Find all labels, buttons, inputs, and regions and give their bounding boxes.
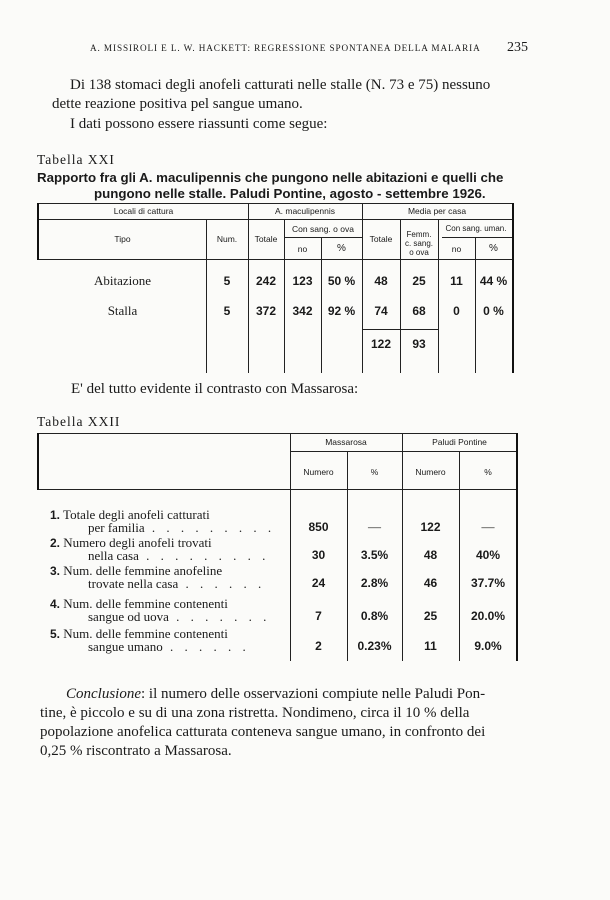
- table22-cell: 122: [420, 520, 441, 534]
- table21-cell: 0: [453, 304, 460, 318]
- row-text: Num. delle femmine anofeline: [63, 563, 223, 578]
- table22-cell: 2.8%: [360, 576, 389, 590]
- row-text: Totale degli anofeli catturati: [63, 507, 210, 522]
- table22-cell: 37.7%: [470, 576, 506, 590]
- row-text: Num. delle femmine contenenti: [63, 596, 228, 611]
- row-label-2: nella casa . . . . . . . . .: [88, 548, 270, 563]
- table22-cell: 46: [423, 576, 438, 590]
- th-paludi: Paludi Pontine: [432, 437, 487, 447]
- table22-rule: [290, 451, 517, 452]
- th-femm-2: c. sang.: [404, 239, 433, 248]
- table22-cell: 850: [308, 520, 329, 534]
- table21-header-bottom-rule: [37, 259, 512, 260]
- between-paragraph: E' del tutto evidente il contrasto con Massarosa:: [71, 381, 359, 397]
- table21-cell: 48: [374, 274, 388, 288]
- table22-cell: 20.0%: [470, 609, 506, 623]
- table22-cell: 7: [315, 609, 322, 623]
- th-pct-2: %: [489, 243, 498, 254]
- th-maculipennis: A. maculipennis: [274, 206, 335, 216]
- table22-cell: 3.5%: [360, 548, 389, 562]
- table21-title-line-1: Rapporto fra gli A. maculipennis che pungono nelle abitazioni e quelli che: [37, 170, 504, 185]
- table22-cell: 25: [423, 609, 438, 623]
- row-text: Num. delle femmine contenenti: [63, 626, 228, 641]
- th-totale: Totale: [254, 234, 278, 244]
- page-number: 235: [507, 40, 528, 55]
- conclusion-line-3: popolazione anofelica catturata conteneva sangue umano, in confronto dei: [40, 724, 486, 740]
- conclusion-text: : il numero delle osservazioni compiute nelle Paludi Pon-: [141, 686, 486, 702]
- th-numero-1: Numero: [303, 467, 334, 477]
- intro-line-1: Di 138 stomaci degli anofeli catturati nelle stalle (N. 73 e 75) nessuno: [70, 77, 491, 93]
- th-totale-2: Totale: [369, 234, 393, 244]
- table21-cell: 68: [412, 304, 426, 318]
- table22-cell: 11: [424, 639, 437, 653]
- conclusion-line-2: tine, è piccolo e su di una zona ristretta. Nondimeno, circa il 10 % della: [40, 705, 470, 721]
- table22-cell: 9.0%: [474, 639, 502, 653]
- intro-line-2: dette reazione positiva pel sangue umano.: [52, 96, 303, 112]
- th-con-sang: Con sang. o ova: [292, 224, 354, 234]
- table21-cell: 5: [223, 304, 231, 318]
- table22-cell: 30: [311, 548, 326, 562]
- table21-cell-tipo: Stalla: [107, 303, 138, 318]
- table22-cell: 0.23%: [357, 639, 392, 653]
- table22-cell: 2: [315, 639, 322, 653]
- conclusion-lead: Conclusione: [66, 686, 141, 702]
- table21-cell: 50 %: [327, 274, 356, 288]
- table21-cell: 123: [292, 274, 313, 288]
- table22-label: Tabella XXII: [37, 414, 121, 429]
- table21-cell: 342: [292, 304, 313, 318]
- th-numero-2: Numero: [415, 467, 446, 477]
- table21-rule: [37, 219, 512, 220]
- th-pct: %: [337, 243, 346, 254]
- table22-cell: 40%: [475, 548, 501, 562]
- table21-cell: 44 %: [479, 274, 508, 288]
- running-header: A. MISSIROLI E L. W. HACKETT: REGRESSIONE SPONTANEA DELLA MALARIA: [90, 43, 481, 53]
- intro-line-3: I dati possono essere riassunti come segue:: [70, 116, 328, 132]
- row-text: Numero degli anofeli trovati: [63, 535, 212, 550]
- row-text: sangue umano: [88, 639, 163, 654]
- table21-cell: 11: [450, 274, 463, 288]
- table21-cell: 0 %: [483, 304, 504, 318]
- row-label-2: trovate nella casa . . . . . .: [88, 576, 266, 591]
- row-text: nella casa: [88, 548, 139, 563]
- th-femm-3: o ova: [409, 248, 429, 257]
- th-femm-1: Femm.: [406, 230, 432, 239]
- table21-cell: 372: [255, 304, 277, 318]
- th-con-sang-uman: Con sang. uman.: [445, 224, 507, 233]
- table21-cell: 25: [412, 274, 426, 288]
- row-text: per familia: [88, 520, 145, 535]
- row-text: sangue od uova: [88, 609, 169, 624]
- th-pct-1: %: [370, 467, 379, 477]
- table22-cell: 24: [311, 576, 326, 590]
- table22-border: [37, 433, 39, 490]
- table21-total: 122: [370, 337, 392, 351]
- table21-total: 93: [412, 337, 426, 351]
- th-no-2: no: [451, 244, 462, 254]
- th-num: Num.: [216, 234, 238, 244]
- table22-header-bottom-rule: [37, 489, 517, 490]
- row-label-2: sangue umano . . . . . .: [88, 639, 250, 654]
- th-locali: Locali di cattura: [113, 206, 174, 216]
- table21-cell: 92 %: [327, 304, 356, 318]
- th-massarosa: Massarosa: [325, 437, 367, 447]
- table21-col-rule: [438, 219, 439, 373]
- row-number: 2.: [50, 536, 61, 550]
- table22-cell: 0.8%: [360, 609, 389, 623]
- th-tipo: Tipo: [114, 234, 131, 244]
- row-label-2: sangue od uova . . . . . . .: [88, 609, 271, 624]
- row-number: 3.: [50, 564, 61, 578]
- th-pct-2b: %: [484, 467, 492, 477]
- th-no: no: [297, 244, 308, 254]
- row-number: 5.: [50, 627, 61, 641]
- table21-col-rule: [284, 219, 285, 373]
- row-label-2: per familia . . . . . . . . .: [88, 520, 276, 535]
- th-media: Media per casa: [407, 206, 467, 216]
- table21-title-line-2: pungono nelle stalle. Paludi Pontine, agosto - settembre 1926.: [94, 186, 486, 201]
- table21-label: Tabella XXI: [37, 152, 115, 167]
- table22-cell: —: [368, 519, 381, 534]
- row-number: 4.: [50, 597, 61, 611]
- table21-cell-tipo: Abitazione: [93, 273, 152, 288]
- row-number: 1.: [50, 508, 61, 522]
- table21-rule: [442, 237, 514, 238]
- table21-cell: 242: [255, 274, 277, 288]
- table21-cell: 74: [374, 304, 388, 318]
- conclusion-line-4: 0,25 % riscontrato a Massarosa.: [40, 743, 232, 759]
- table22-cell: 48: [423, 548, 438, 562]
- table21-col-rule: [248, 203, 249, 373]
- table21-top-rule: [37, 203, 512, 204]
- table21-cell: 5: [223, 274, 231, 288]
- row-text: trovate nella casa: [88, 576, 179, 591]
- table22-top-rule: [37, 433, 517, 434]
- table22-cell: —: [481, 519, 495, 534]
- table21-rule: [284, 237, 362, 238]
- conclusion-line-1: [66, 686, 485, 703]
